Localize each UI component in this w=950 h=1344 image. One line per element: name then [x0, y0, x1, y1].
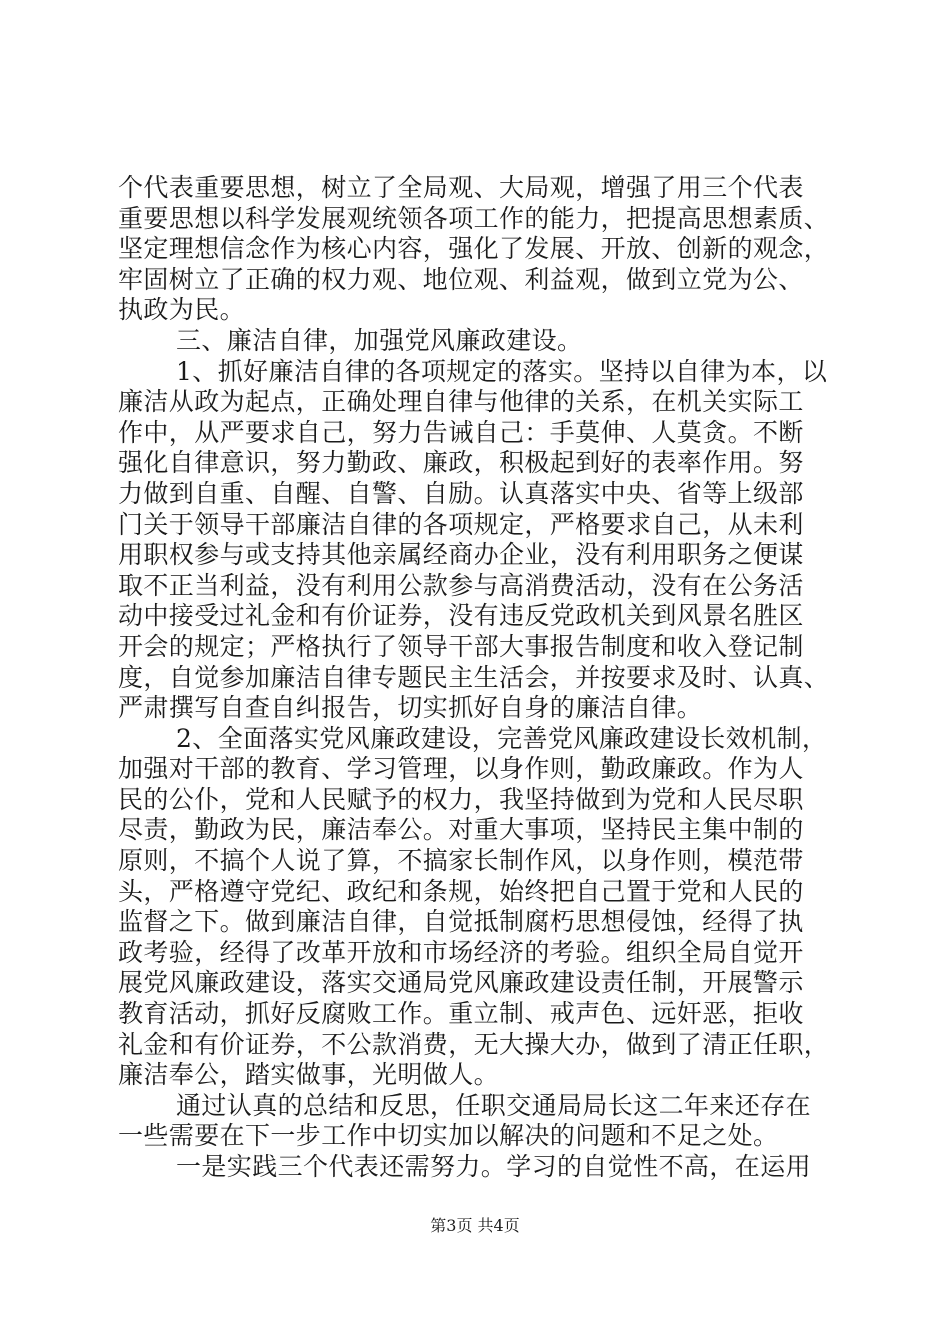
text-line: 一是实践三个代表还需努力。学习的自觉性不高，在运用 — [176, 1152, 812, 1181]
text-line: 作中，从严要求自己，努力告诫自己：手莫伸、人莫贪。不断 — [118, 417, 804, 447]
text-line: 一些需要在下一步工作中切实加以解决的问题和不足之处。 — [118, 1121, 779, 1151]
text-line: 原则，不搞个人说了算，不搞家长制作风，以身作则，模范带 — [118, 846, 804, 876]
text-line: 动中接受过礼金和有价证券，没有违反党政机关到风景名胜区 — [118, 601, 804, 631]
text-line: 通过认真的总结和反思，任职交通局局长这二年来还存在 — [176, 1090, 812, 1120]
text-line: 头，严格遵守党纪、政纪和条规，始终把自己置于党和人民的 — [118, 876, 804, 906]
text-line: 政考验，经得了改革开放和市场经济的考验。组织全局自觉开 — [118, 937, 804, 967]
text-line: 廉洁从政为起点，正确处理自律与他律的关系，在机关实际工 — [118, 387, 804, 417]
text-line: 廉洁奉公，踏实做事，光明做人。 — [118, 1060, 500, 1090]
text-line: 坚定理想信念作为核心内容，强化了发展、开放、创新的观念， — [118, 234, 830, 264]
document-body — [118, 173, 848, 1183]
text-line: 重要思想以科学发展观统领各项工作的能力，把提高思想素质、 — [118, 203, 830, 233]
text-line: 度，自觉参加廉洁自律专题民主生活会，并按要求及时、认真、 — [118, 662, 830, 692]
text-line: 个代表重要思想，树立了全局观、大局观，增强了用三个代表 — [118, 173, 804, 202]
text-line: 开会的规定；严格执行了领导干部大事报告制度和收入登记制 — [118, 631, 804, 661]
section-heading: 三、廉洁自律，加强党风廉政建设。 — [176, 325, 583, 355]
text-line: 牢固树立了正确的权力观、地位观、利益观，做到立党为公、 — [118, 264, 804, 294]
text-line: 民的公仆，党和人民赋予的权力，我坚持做到为党和人民尽职 — [118, 784, 804, 814]
text-line: 强化自律意识，努力勤政、廉政，积极起到好的表率作用。努 — [118, 448, 804, 478]
text-line: 监督之下。做到廉洁自律，自觉抵制腐朽思想侵蚀，经得了执 — [118, 907, 804, 937]
page-number-footer: 第3页 共4页 — [430, 1216, 520, 1235]
text-line: 严肃撰写自查自纠报告，切实抓好自身的廉洁自律。 — [118, 693, 703, 723]
text-line: 加强对干部的教育、学习管理，以身作则，勤政廉政。作为人 — [118, 754, 804, 784]
text-line: 力做到自重、自醒、自警、自励。认真落实中央、省等上级部 — [118, 478, 804, 508]
text-line: 取不正当利益，没有利用公款参与高消费活动，没有在公务活 — [118, 570, 804, 600]
text-line: 展党风廉政建设，落实交通局党风廉政建设责任制，开展警示 — [118, 968, 804, 998]
text-line: 教育活动，抓好反腐败工作。重立制、戒声色、远奸恶，拒收 — [118, 999, 804, 1029]
text-line: 执政为民。 — [118, 295, 246, 325]
text-line: 礼金和有价证券，不公款消费，无大操大办，做到了清正任职， — [118, 1029, 830, 1059]
text-line: 用职权参与或支持其他亲属经商办企业，没有利用职务之便谋 — [118, 540, 804, 570]
text-line: 尽责，勤政为民，廉洁奉公。对重大事项，坚持民主集中制的 — [118, 815, 804, 845]
text-line: 2、全面落实党风廉政建设，完善党风廉政建设长效机制， — [176, 723, 828, 753]
text-line: 1、抓好廉洁自律的各项规定的落实。坚持以自律为本，以 — [176, 356, 828, 386]
text-line: 门关于领导干部廉洁自律的各项规定，严格要求自己，从未利 — [118, 509, 804, 539]
